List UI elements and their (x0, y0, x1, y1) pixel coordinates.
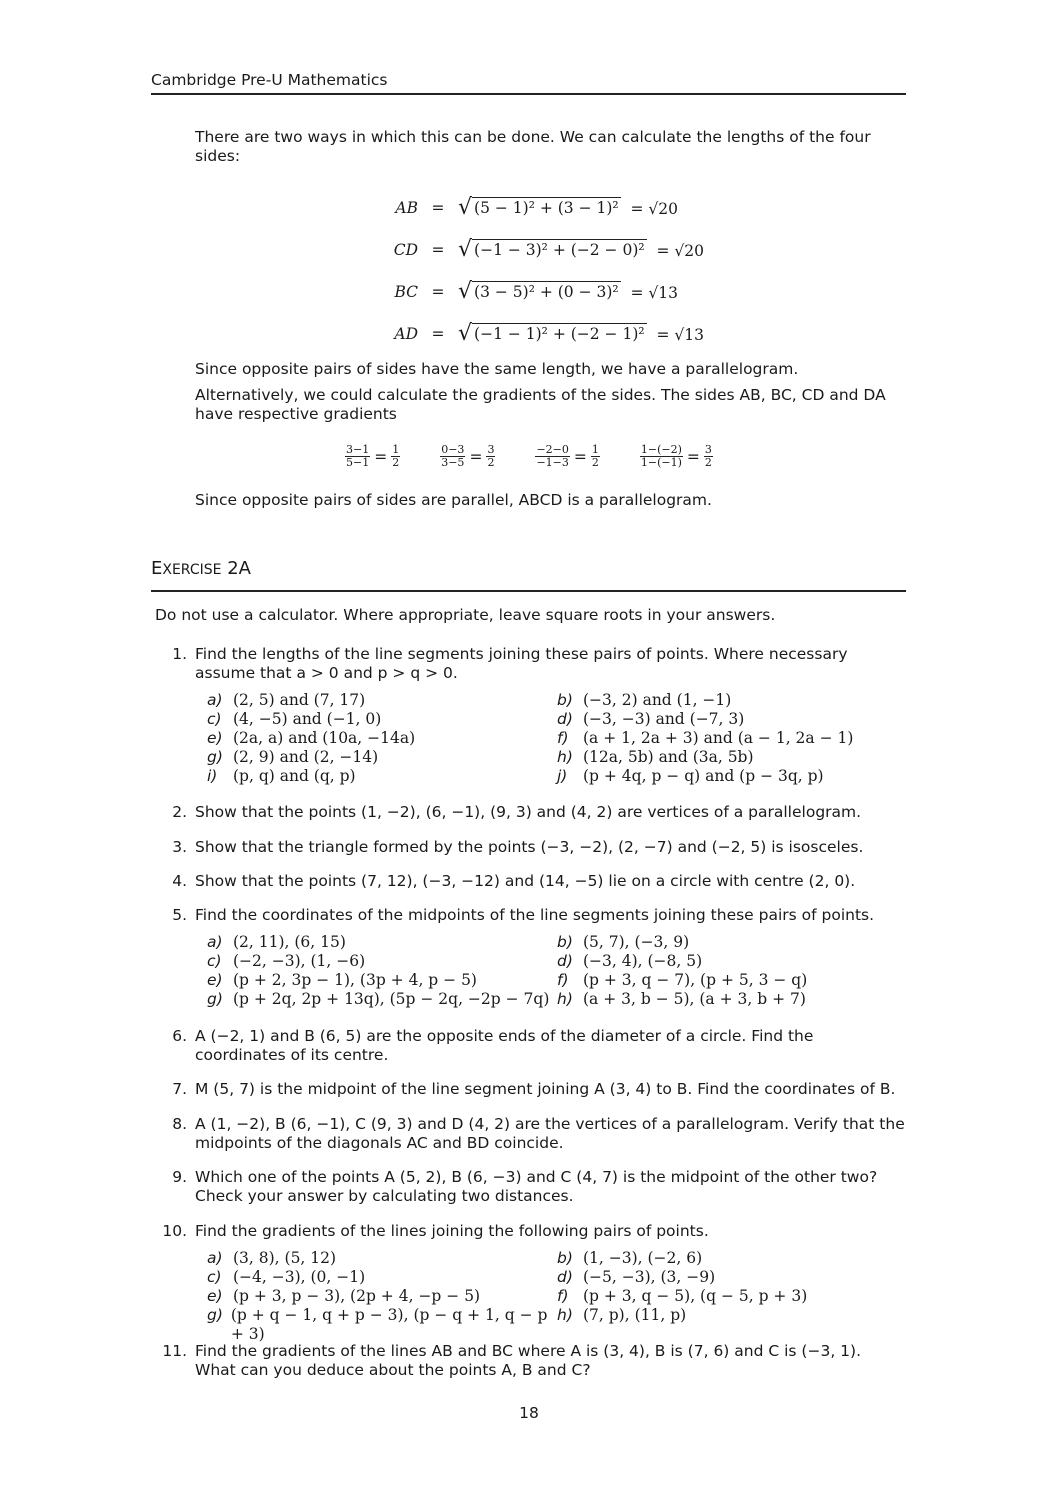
part-text: (−3, −3) and (−7, 3) (583, 710, 745, 728)
part-label: e) (207, 729, 223, 747)
fraction-part: = (374, 447, 388, 466)
part-label: b) (557, 691, 573, 709)
question-10-parts (207, 1249, 907, 1343)
part-label: f) (557, 729, 569, 747)
part-label: f) (557, 971, 569, 989)
part-label: c) (207, 710, 222, 728)
distance-equations (370, 187, 704, 355)
exercise-instructions: Do not use a calculator. Where appropriate, leave square roots in your answers. (155, 606, 776, 624)
equation-row: BC = √ (3 − 5)² + (0 − 3)² = √13 (370, 271, 704, 313)
fraction-part: 5−1 (346, 456, 370, 469)
fraction-part: 2 (591, 456, 599, 469)
exercise-title: EXERCISE 2A (151, 558, 906, 592)
part-label: d) (557, 1268, 573, 1286)
question-6-text: A (−2, 1) and B (6, 5) are the opposite ends of the diameter of a circle. Find the coordinates of its centre. (195, 1027, 814, 1064)
question-1-parts (207, 691, 907, 786)
part-text: (−4, −3), (0, −1) (233, 1268, 366, 1286)
equation-result: √20 (648, 200, 679, 218)
question-number: 3. (172, 838, 187, 856)
part-text: (1, −3), (−2, 6) (583, 1249, 703, 1267)
question-9 (150, 1168, 190, 1187)
fraction-part: 3−1 (346, 443, 370, 456)
part-text: (2, 5) and (7, 17) (233, 691, 366, 709)
part-label: g) (207, 748, 223, 766)
part-text: (−3, 4), (−8, 5) (583, 952, 703, 970)
equation-row: CD = √ (−1 − 3)² + (−2 − 0)² = √20 (370, 229, 704, 271)
question-number: 4. (172, 872, 187, 890)
part-text: (3, 8), (5, 12) (233, 1249, 337, 1267)
gradient-item (345, 444, 400, 469)
part-text: (a + 1, 2a + 3) and (a − 1, 2a − 1) (583, 729, 854, 747)
question-10-text: Find the gradients of the lines joining the following pairs of points. (195, 1222, 709, 1240)
fraction-part: 0−3 (441, 443, 465, 456)
part-label: j) (557, 767, 568, 785)
question-number: 5. (172, 906, 187, 924)
part-label: g) (207, 1306, 223, 1324)
equation-result: √13 (648, 284, 679, 302)
question-7-text: M (5, 7) is the midpoint of the line segment joining A (3, 4) to B. Find the coordinates of B. (195, 1080, 896, 1098)
part-text: (4, −5) and (−1, 0) (233, 710, 382, 728)
part-text: (7, p), (11, p) (583, 1306, 687, 1324)
fraction-part: 3−5 (441, 456, 465, 469)
question-4-text: Show that the points (7, 12), (−3, −12) and (14, −5) lie on a circle with centre (2, 0). (195, 872, 856, 890)
question-number: 2. (172, 803, 187, 821)
paragraph-conclusion: Since opposite pairs of sides are parallel, ABCD is a parallelogram. (195, 491, 712, 509)
part-label: d) (557, 952, 573, 970)
equation-radicand: (−1 − 1)² + (−2 − 1)² (474, 325, 645, 343)
question-7 (150, 1080, 190, 1099)
question-number: 9. (172, 1168, 187, 1186)
fraction-part (391, 444, 400, 469)
fraction-part: = (686, 447, 700, 466)
paragraph-gradients: Alternatively, we could calculate the gradients of the sides. The sides AB, BC, CD and DA have respective gradients (195, 386, 886, 423)
part-text: (p + 3, q − 7), (p + 5, 3 − q) (583, 971, 808, 989)
question-3 (150, 838, 190, 857)
gradient-item (640, 444, 713, 469)
gradient-item (535, 444, 599, 469)
equation-radicand: (−1 − 3)² + (−2 − 0)² (474, 241, 645, 259)
part-label: f) (557, 1287, 569, 1305)
fraction-part (591, 444, 600, 469)
fraction-part: 1 (392, 443, 400, 456)
fraction-part: 1 (591, 443, 599, 456)
fraction-part: −2−0 (536, 443, 569, 456)
gradient-fractions (345, 444, 713, 469)
fraction-part: 1−(−1) (640, 456, 682, 469)
equation-lhs: AB (395, 199, 418, 217)
page-number: 18 (519, 1404, 539, 1422)
part-text: (−3, 2) and (1, −1) (583, 691, 732, 709)
question-number: 6. (172, 1027, 187, 1045)
question-1-text: Find the lengths of the line segments joining these pairs of points. Where necessary assume that a > 0 and p > q > 0. (195, 645, 848, 682)
equation-result: √20 (674, 242, 704, 260)
part-label: h) (557, 748, 573, 766)
part-text: (p + 4q, p − q) and (p − 3q, p) (583, 767, 824, 785)
fraction-part: 3 (704, 443, 712, 456)
running-header: Cambridge Pre-U Mathematics (151, 71, 906, 95)
part-text: (−2, −3), (1, −6) (233, 952, 366, 970)
question-number: 11. (162, 1342, 187, 1360)
question-number: 1. (172, 645, 187, 663)
equation-radicand: (5 − 1)² + (3 − 1)² (474, 199, 619, 217)
part-text: (p + 3, p − 3), (2p + 4, −p − 5) (233, 1287, 481, 1305)
part-label: c) (207, 1268, 222, 1286)
part-text: (2a, a) and (10a, −14a) (233, 729, 416, 747)
question-11-text: Find the gradients of the lines AB and BC where A is (3, 4), B is (7, 6) and C is (−3, 1). What can you deduce about the points A, B and C? (195, 1342, 862, 1379)
part-label: e) (207, 1287, 223, 1305)
part-text: (p, q) and (q, p) (233, 767, 356, 785)
equation-row: AB = √ (5 − 1)² + (3 − 1)² = √20 (370, 187, 704, 229)
part-label: a) (207, 1249, 223, 1267)
question-2-text: Show that the points (1, −2), (6, −1), (9, 3) and (4, 2) are vertices of a parallelogram. (195, 803, 862, 821)
fraction-part (486, 444, 495, 469)
equation-lhs: CD (393, 241, 418, 259)
part-text: (5, 7), (−3, 9) (583, 933, 690, 951)
part-text: (2, 9) and (2, −14) (233, 748, 379, 766)
part-label: b) (557, 933, 573, 951)
equation-lhs: BC (394, 283, 418, 301)
question-5 (150, 906, 190, 925)
part-text: (p + 2, 3p − 1), (3p + 4, p − 5) (233, 971, 477, 989)
part-text: (12a, 5b) and (3a, 5b) (583, 748, 754, 766)
question-number: 8. (172, 1115, 187, 1133)
part-label: h) (557, 990, 573, 1008)
intro-paragraph: There are two ways in which this can be done. We can calculate the lengths of the four sides: (195, 128, 871, 165)
equation-row: AD = √ (−1 − 1)² + (−2 − 1)² = √13 (370, 313, 704, 355)
question-4 (150, 872, 190, 891)
fraction-part (440, 444, 465, 469)
equation-lhs: AD (394, 325, 418, 343)
fraction-part (640, 444, 683, 469)
question-8 (150, 1115, 190, 1134)
part-label: e) (207, 971, 223, 989)
part-label: c) (207, 952, 222, 970)
question-3-text: Show that the triangle formed by the points (−3, −2), (2, −7) and (−2, 5) is isosceles. (195, 838, 864, 856)
fraction-part (345, 444, 370, 469)
part-text: (p + q − 1, q + p − 3), (p − q + 1, q − p + 3) (230, 1306, 548, 1343)
fraction-part: 2 (487, 456, 495, 469)
part-text: (p + 3, q − 5), (q − 5, p + 3) (583, 1287, 808, 1305)
part-label: b) (557, 1249, 573, 1267)
fraction-part: = (469, 447, 483, 466)
question-9-text: Which one of the points A (5, 2), B (6, −3) and C (4, 7) is the midpoint of the other two? Check your answer by calculating two distances. (195, 1168, 878, 1205)
fraction-part: 1−(−2) (640, 443, 682, 456)
equation-result: √13 (674, 326, 704, 344)
fraction-part: 2 (704, 456, 712, 469)
question-number: 10. (162, 1222, 187, 1240)
question-1 (150, 645, 190, 664)
part-text: (−5, −3), (3, −9) (583, 1268, 716, 1286)
fraction-part: 3 (487, 443, 495, 456)
question-2 (150, 803, 190, 822)
part-label: d) (557, 710, 573, 728)
part-label: a) (207, 933, 223, 951)
question-5-text: Find the coordinates of the midpoints of the line segments joining these pairs of points. (195, 906, 875, 924)
paragraph-same-length: Since opposite pairs of sides have the same length, we have a parallelogram. (195, 360, 799, 378)
fraction-part (704, 444, 713, 469)
part-label: g) (207, 990, 223, 1008)
gradient-item (440, 444, 495, 469)
part-text: (2, 11), (6, 15) (233, 933, 346, 951)
part-text: (p + 2q, 2p + 13q), (5p − 2q, −2p − 7q) (233, 990, 550, 1008)
question-number: 7. (172, 1080, 187, 1098)
fraction-part: = (573, 447, 587, 466)
fraction-part: −1−3 (536, 456, 569, 469)
equation-radicand: (3 − 5)² + (0 − 3)² (474, 283, 619, 301)
question-11 (150, 1342, 190, 1361)
part-label: a) (207, 691, 223, 709)
fraction-part: 2 (392, 456, 400, 469)
question-8-text: A (1, −2), B (6, −1), C (9, 3) and D (4, 2) are the vertices of a parallelogram. Verify that the midpoints of the diagonals AC and BD coincide. (195, 1115, 905, 1152)
fraction-part (535, 444, 569, 469)
question-6 (150, 1027, 190, 1046)
part-text: (a + 3, b − 5), (a + 3, b + 7) (583, 990, 806, 1008)
part-label: i) (207, 767, 218, 785)
question-5-parts (207, 933, 907, 1009)
question-10 (150, 1222, 190, 1241)
part-label: h) (557, 1306, 573, 1324)
